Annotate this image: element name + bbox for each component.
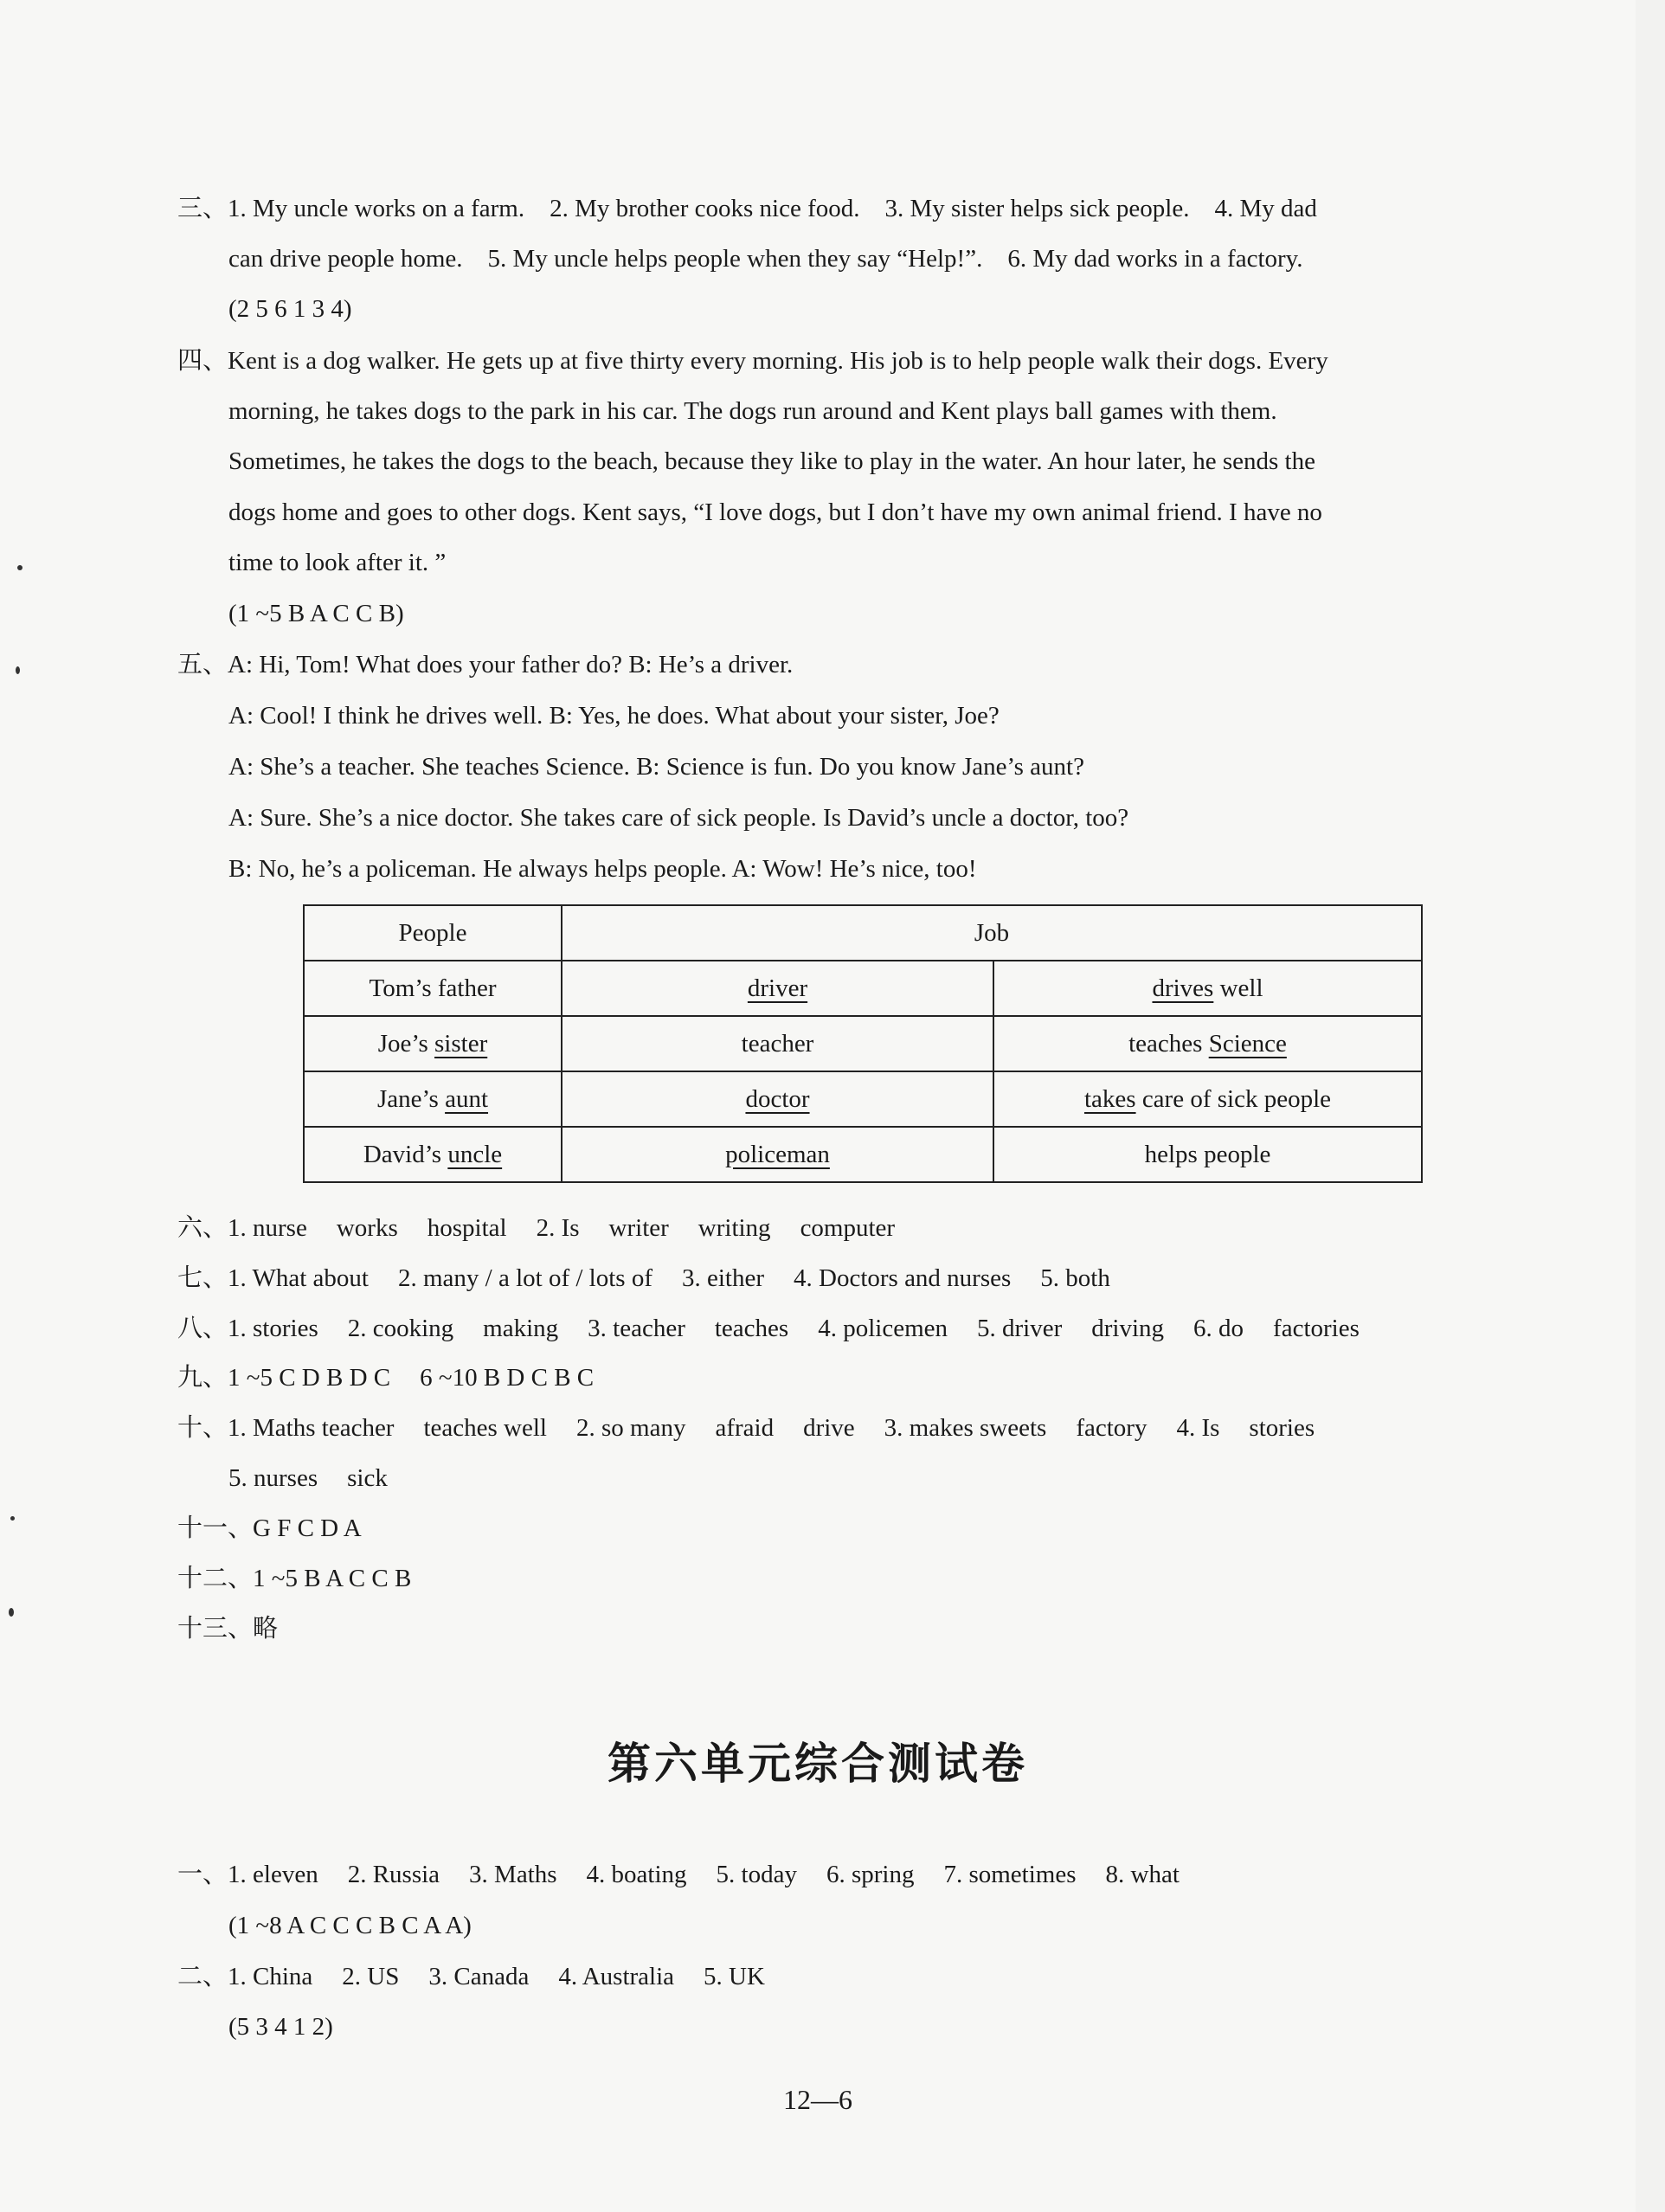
answer-item: factory [1076,1414,1148,1442]
section-13: 十三、略 [177,1615,279,1643]
header-people: People [304,905,562,961]
section-12: 十二、1 ~5 B A C C B [177,1565,412,1592]
section-5-line-2: A: Cool! I think he drives well. B: Yes, he does. What about your sister, Joe? [228,702,1000,730]
answer-blank: aunt [445,1084,489,1113]
answer-blank: takes [1083,1084,1136,1113]
answer-item: 7. sometimes [943,1861,1077,1888]
section-10 [177,1411,1315,1445]
section-3-line-2: can drive people home. 5. My uncle helps people when they say “Help!”. 6. My dad works in a factory. [228,245,1303,273]
section-4-line-5: time to look after it. ” [228,549,447,576]
answer-blank: sister [434,1029,488,1058]
answer-blank: drives [1152,974,1214,1002]
answer-item: 8. what [1105,1861,1180,1888]
cell-job [562,961,993,1016]
cell-person [304,1071,562,1127]
answer-item: 2. US [342,1963,400,1990]
section-3-order: (2 5 6 1 3 4) [228,295,352,323]
answer-item: 1. stories [228,1315,318,1342]
answer-item: 4. Is [1176,1414,1220,1442]
answer-item: 2. Is [536,1214,580,1242]
section-6 [177,1211,895,1245]
answer-item: 5. both [1040,1264,1110,1292]
section-5-line-4: A: Sure. She’s a nice doctor. She takes care of sick people. Is David’s uncle a doctor, too? [228,804,1129,832]
answer-blank: Science [1208,1029,1287,1058]
answer-item: writer [608,1214,669,1242]
section-4-line-3: Sometimes, he takes the dogs to the beach, because they like to play in the water. An hour later, he sends the [228,447,1315,475]
section-3-line-1: 三、1. My uncle works on a farm. 2. My brother cooks nice food. 3. My sister helps sick people. 4. My dad [177,195,1317,222]
cell-person: Tom’s father [304,961,562,1016]
answer-item: 5. nurses [228,1464,318,1492]
section-label: 九、 [177,1364,228,1392]
answer-item: driving [1091,1315,1165,1342]
answer-item: 5. today [716,1861,797,1888]
table-row [304,961,1422,1016]
scan-speck [17,565,22,570]
table-row [304,1016,1422,1071]
answer-item: 2. so many [575,1414,686,1442]
answer-item: 6. do [1193,1315,1244,1342]
header-job: Job [562,905,1422,961]
answer-item: 4. boating [586,1861,687,1888]
answer-item: computer [800,1214,896,1242]
section-label: 八、 [177,1315,228,1342]
section-5-line-1: 五、A: Hi, Tom! What does your father do? B: He’s a driver. [177,651,794,678]
answer-blank: policeman [725,1140,830,1168]
cell-description [993,1071,1422,1127]
section-4-line-4: dogs home and goes to other dogs. Kent says, “I love dogs, but I don’t have my own animal friend. I have no [228,498,1322,526]
cell-text: care of sick people [1135,1084,1332,1113]
cell-person [304,1016,562,1071]
table-header-row [304,905,1422,961]
scan-speck [10,1516,15,1521]
cell-description [993,1016,1422,1071]
section-label: 一、 [177,1861,228,1888]
answer-item: writing [698,1214,771,1242]
answer-item: 1. China [228,1963,313,1990]
unit6-section-1-answers: (1 ~8 A C C C B C A A) [228,1912,472,1939]
answer-item: 2. many / a lot of / lots of [397,1264,652,1292]
answer-item: teaches [714,1315,789,1342]
answer-item: afraid [715,1414,775,1442]
section-11: 十一、G F C D A [177,1514,362,1542]
answer-blank: doctor [745,1084,810,1113]
answer-item: 1. Maths teacher [228,1414,395,1442]
section-10-line-2 [228,1461,388,1495]
section-5-line-5: B: No, he’s a policeman. He always helps people. A: Wow! He’s nice, too! [228,855,977,883]
answer-item: 1 ~5 C D B D C [228,1364,391,1392]
answer-item: 1. eleven [228,1861,318,1888]
section-label: 七、 [177,1264,228,1292]
answer-item: 2. Russia [347,1861,440,1888]
answer-item: 6. spring [826,1861,915,1888]
section-label: 十、 [177,1414,228,1442]
section-8 [177,1311,1360,1346]
answer-item: 3. makes sweets [884,1414,1047,1442]
answer-item: 4. policemen [818,1315,948,1342]
answer-item: sick [347,1464,388,1492]
answer-blank: driver [747,974,808,1002]
unit6-section-2-order: (5 3 4 1 2) [228,2013,333,2041]
cell-job [562,1071,993,1127]
cell-description [993,961,1422,1016]
answer-item: 5. UK [704,1963,765,1990]
answer-item: 6 ~10 B D C B C [420,1364,595,1392]
unit-title: 第六单元综合测试卷 [608,1739,1028,1789]
cell-description: helps people [993,1127,1422,1182]
cell-text: well [1213,974,1263,1002]
section-label: 六、 [177,1214,228,1242]
answer-item: making [483,1315,559,1342]
unit6-section-1 [177,1857,1180,1892]
answer-item: 4. Australia [558,1963,675,1990]
answer-item: 3. teacher [588,1315,685,1342]
scan-speck [16,666,20,674]
section-9 [177,1360,594,1395]
section-label: 二、 [177,1963,228,1990]
section-4-line-2: morning, he takes dogs to the park in his car. The dogs run around and Kent plays ball games with them. [228,397,1277,425]
cell-job [562,1127,993,1182]
cell-text: Jane’s [376,1084,446,1113]
answer-item: 3. Canada [428,1963,530,1990]
cell-text: teaches [1128,1029,1209,1058]
cell-person [304,1127,562,1182]
answer-item: 3. Maths [469,1861,557,1888]
cell-text: David’s [363,1140,448,1168]
answer-item: 5. driver [977,1315,1063,1342]
answer-item: teaches well [423,1414,547,1442]
job-table [303,904,1423,1183]
answer-blank: uncle [447,1140,503,1168]
answer-item: 4. Doctors and nurses [794,1264,1012,1292]
answer-item: drive [803,1414,855,1442]
scan-speck [9,1608,14,1617]
answer-item: 1. What about [228,1264,369,1292]
cell-job: teacher [562,1016,993,1071]
answer-item: factories [1273,1315,1360,1342]
table-row [304,1071,1422,1127]
section-4-line-1: 四、Kent is a dog walker. He gets up at five thirty every morning. His job is to help people walk their dogs. Every [177,347,1328,375]
answer-item: 3. either [681,1264,764,1292]
answer-item: stories [1249,1414,1315,1442]
answer-item: hospital [427,1214,507,1242]
page-number: 12—6 [783,2084,852,2115]
section-7 [177,1261,1110,1296]
answer-item: 1. nurse [228,1214,307,1242]
answer-item: 2. cooking [347,1315,454,1342]
unit6-section-2 [177,1959,765,1994]
table-row [304,1127,1422,1182]
answer-item: works [336,1214,398,1242]
section-4-answers: (1 ~5 B A C C B) [228,600,404,627]
section-5-line-3: A: She’s a teacher. She teaches Science. B: Science is fun. Do you know Jane’s aunt? [228,753,1084,781]
cell-text: Joe’s [377,1029,435,1058]
